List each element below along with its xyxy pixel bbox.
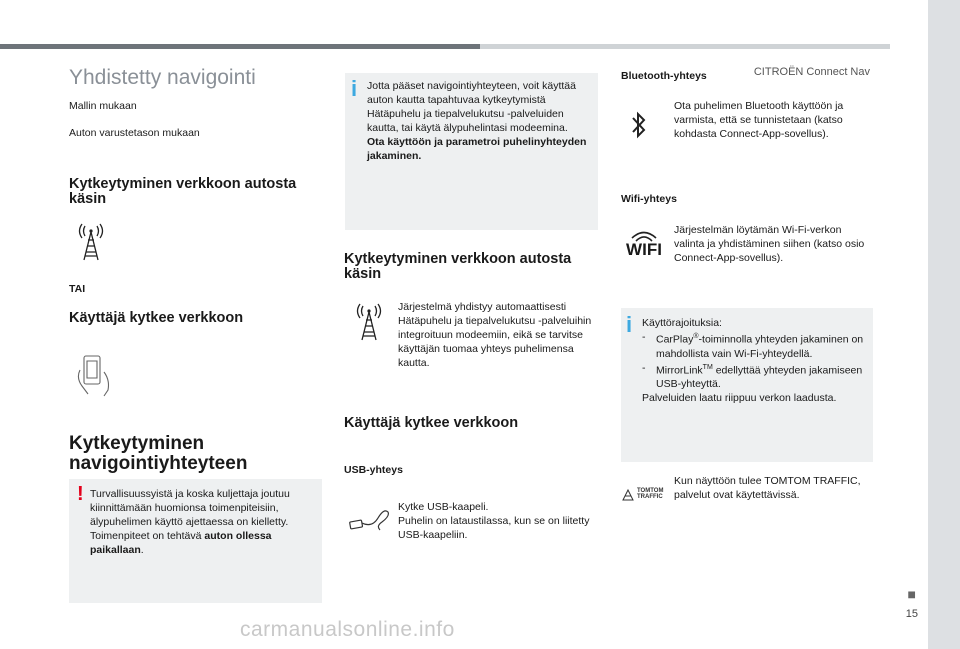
usb-label: USB-yhteys [344, 464, 403, 476]
trim-note: Auton varustetason mukaan [69, 127, 200, 139]
bluetooth-icon [631, 110, 647, 140]
auto-connection-text: Järjestelmä yhdistyy automaattisesti Hätäpuhelu ja tiepalvelukutsu -palveluihin integroituun modeemiin, eikä se tarvitse käyttäjän tuomaa yhteys puhelimensa kautta. [398, 301, 592, 369]
watermark: carmanualsonline.info [240, 618, 455, 641]
info-box-limitations [621, 308, 873, 462]
bluetooth-text: Ota puhelimen Bluetooth käyttöön ja varmista, että se tunnistetaan (katso kohdasta Connect-App-sovellus). [674, 100, 844, 140]
carplay-label: CarPlay [656, 333, 694, 346]
heading-user-connection: Käyttäjä kytkee verkkoon [69, 310, 244, 326]
warning-text-instruction: Toimenpiteet on tehtävä [90, 530, 205, 542]
smartphone-hand-icon [74, 352, 118, 398]
usb-text [398, 500, 598, 542]
warning-text-main: Turvallisuussyistä ja koska kuljettaja joutuu kiinnittämään huomionsa toimenpiteisiin, älypuhelimen käyttö ajettaessa on kielletty. [90, 488, 290, 528]
warning-box [69, 479, 322, 603]
side-band [928, 0, 960, 649]
info-icon: i [626, 312, 633, 337]
info-text-main: Jotta pääset navigointiyhteyteen, voit käyttää auton kautta tapahtuvaa kytkeytymistä Hätäpuhelu ja tiepalvelukutsu -palveluiden kautta, tai käytä älypuhelintasi modeemina. [367, 80, 576, 134]
usb-text-line1: Kytke USB-kaapeli. [398, 501, 489, 513]
wifi-icon-text: WIFI [626, 240, 662, 259]
heading-user-connection-2: Käyttäjä kytkee verkkoon [344, 415, 519, 431]
heading-navigation-connection: Kytkeytyminen navigointiyhteyteen [69, 433, 248, 474]
warning-text [90, 487, 312, 557]
continue-mark: ■ [907, 586, 916, 602]
tomtom-icon-line2: TRAFFIC [637, 494, 663, 500]
bluetooth-label: Bluetooth-yhteys [621, 70, 707, 82]
warning-text-bold: auton ollessa paikallaan [90, 530, 272, 556]
limitations-footer: Palveluiden laatu riippuu verkon laadusta. [642, 392, 837, 404]
info-box-connection [345, 73, 598, 230]
brand-header: CITROËN Connect Nav [753, 66, 870, 78]
usb-cable-icon [348, 504, 390, 534]
limitation-item-carplay: - CarPlay®-toiminnolla yhteyden jakaminen on mahdollista vain Wi-Fi-yhteydellä. [642, 331, 864, 360]
page-title: Yhdistetty navigointi [69, 66, 256, 89]
antenna-icon [74, 222, 108, 262]
tomtom-text: Kun näyttöön tulee TOMTOM TRAFFIC, palvelut ovat käytettävissä. [674, 475, 861, 501]
limitations-text [642, 316, 868, 405]
mirrorlink-label: MirrorLink [656, 364, 703, 376]
mirrorlink-text: edellyttää yhteyden jakamiseen USB-yhteyttä. [656, 364, 863, 390]
limitation-item-mirrorlink: - MirrorLink™ edellyttää yhteyden jakamiseen USB-yhteyttä. [642, 361, 863, 390]
header-rule-dark [0, 44, 480, 49]
carplay-text: -toiminnolla yhteyden jakaminen on mahdollista vain Wi-Fi-yhteydellä. [656, 333, 864, 360]
wifi-icon [624, 226, 664, 258]
model-note: Mallin mukaan [69, 100, 137, 112]
wifi-label: Wifi-yhteys [621, 193, 677, 205]
heading-auto-connection: Kytkeytyminen verkkoon autosta käsin [69, 176, 297, 207]
carplay-sup: ® [693, 333, 699, 340]
heading-auto-connection-2: Kytkeytyminen verkkoon autosta käsin [344, 251, 572, 282]
info-text [367, 79, 592, 163]
info-icon: i [351, 76, 358, 101]
limitations-title: Käyttörajoituksia: [642, 317, 722, 329]
info-text-bold: Ota käyttöön ja parametroi puhelinyhteyden jakaminen. [367, 136, 587, 162]
mirrorlink-sup: TM [702, 363, 713, 371]
warning-text-end: . [140, 544, 144, 556]
or-label: TAI [69, 283, 86, 295]
tomtom-icon-line1: TOMTOM [637, 488, 664, 494]
usb-text-line2: Puhelin on lataustilassa, kun se on liitetty USB-kaapeliin. [398, 515, 590, 541]
antenna-icon [352, 302, 386, 342]
page-number: 15 [905, 608, 918, 620]
wifi-text: Järjestelmän löytämän Wi-Fi-verkon valinta ja yhdistäminen siihen (katso osio Connect-App-sovellus). [674, 224, 865, 264]
warning-icon: ! [77, 483, 84, 505]
header-rule-light [480, 44, 890, 49]
